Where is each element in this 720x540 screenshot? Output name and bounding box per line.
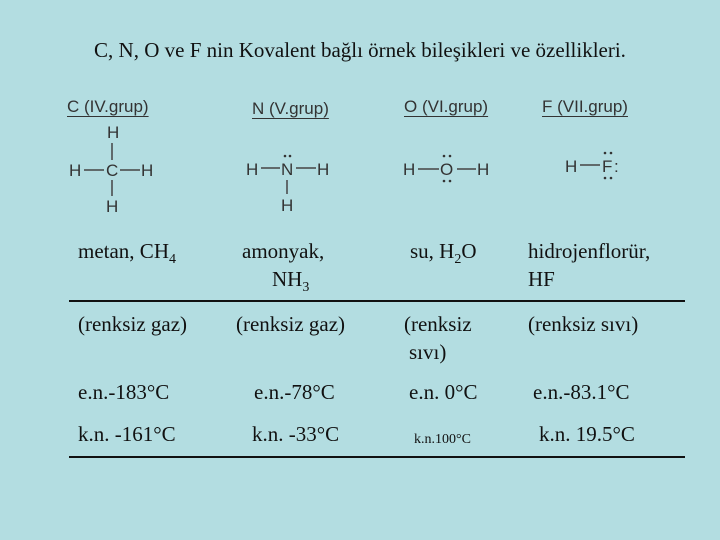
ammonia-h-bottom: H [281, 196, 294, 215]
state-ammonia: (renksiz gaz) [236, 312, 346, 336]
methane-structure [69, 123, 153, 216]
compound-name-hf: hidrojenflorür, [528, 239, 651, 263]
melting-point-ammonia: e.n.-78°C [254, 380, 335, 404]
methane-c: C [106, 161, 119, 180]
compound-name-methane: metan, $CH_4$ [78, 239, 176, 267]
lewis-structures [0, 0, 720, 230]
boiling-point-methane: k.n. -161°C [78, 422, 176, 446]
group-header-c: C (IV.grup) [67, 97, 149, 116]
table-rule-top [69, 300, 685, 302]
water-o: O [440, 160, 454, 179]
ammonia-h-right: H [317, 160, 330, 179]
compound-name-ammonia: amonyak, [242, 239, 325, 263]
state-methane: (renksiz gaz) [78, 312, 188, 336]
boiling-point-ammonia: k.n. -33°C [252, 422, 340, 446]
methane-h-left: H [69, 161, 82, 180]
methane-h-right: H [141, 161, 154, 180]
melting-point-water: e.n. 0°C [409, 380, 478, 404]
compound-name-water: su, $H_2O$ [410, 239, 477, 267]
hf-h: H [565, 157, 578, 176]
boiling-point-water: k.n.100°C [414, 432, 471, 447]
group-header-n: N (V.grup) [252, 99, 329, 118]
methane-h-bottom: H [106, 197, 119, 216]
melting-point-methane: e.n.-183°C [78, 380, 170, 404]
group-header-o: O (VI.grup) [404, 97, 489, 116]
ammonia-n: N [281, 160, 294, 179]
state-water-line1: (renksiz [404, 312, 472, 336]
ammonia-h-left: H [246, 160, 259, 179]
page-title: C, N, O ve F nin Kovalent bağlı örnek bileşikleri ve özellikleri. [94, 38, 626, 62]
water-h-right: H [477, 160, 490, 179]
hf-f: F [602, 157, 613, 176]
methane-h-top: H [107, 123, 120, 142]
ammonia-structure [246, 155, 329, 215]
state-water-line2: sıvı) [409, 340, 447, 364]
melting-point-hf: e.n.-83.1°C [533, 380, 630, 404]
water-structure [403, 155, 489, 183]
table-rule-bottom [69, 456, 685, 458]
hf-structure [565, 152, 619, 180]
hf-lone-pair-right: : [614, 157, 619, 176]
group-header-f: F (VII.grup) [542, 97, 628, 116]
water-h-left: H [403, 160, 416, 179]
compound-formula-hf: HF [528, 267, 555, 291]
boiling-point-hf: k.n. 19.5°C [539, 422, 635, 446]
state-hf: (renksiz sıvı) [528, 312, 639, 336]
compound-formula-ammonia: $NH_3$ [272, 267, 310, 295]
